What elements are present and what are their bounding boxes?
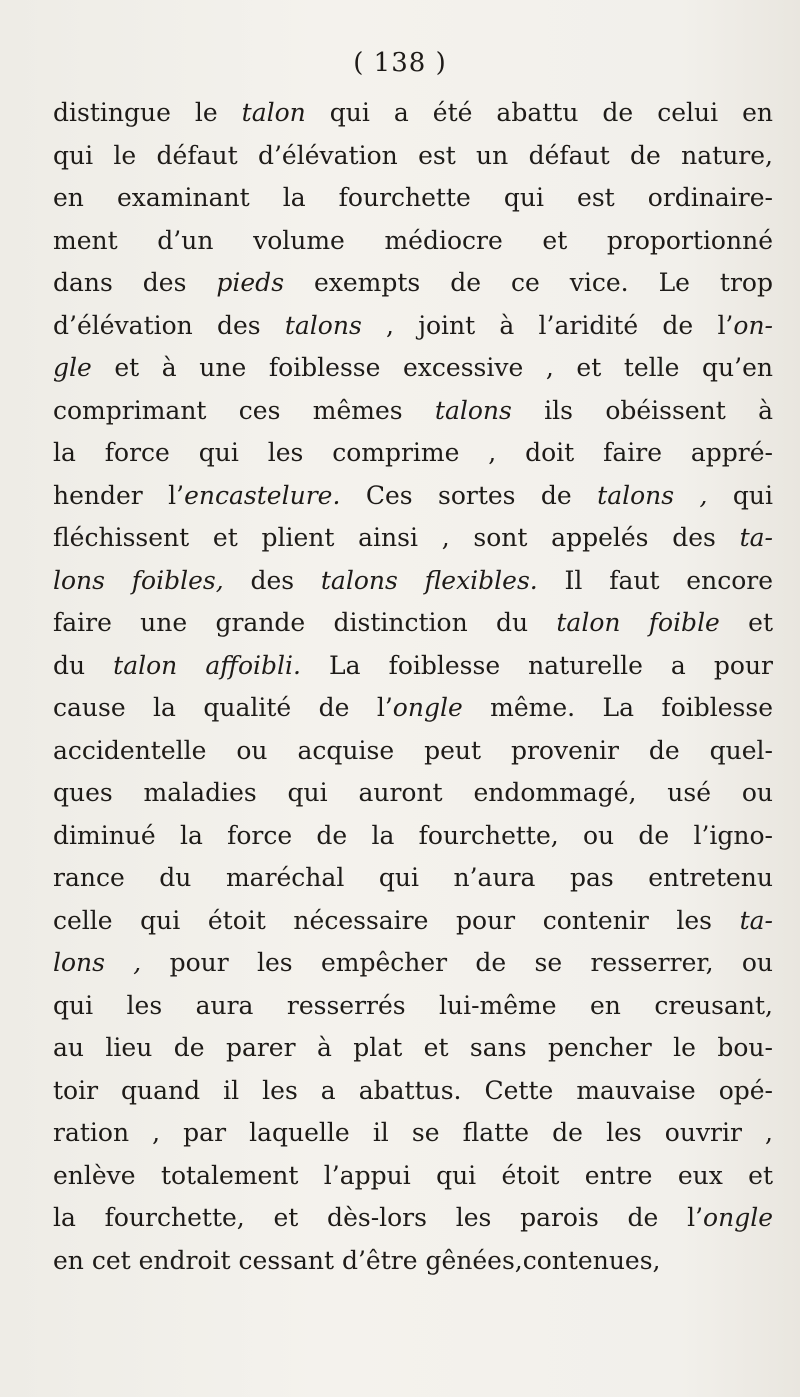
text-segment: enlève totalement l’appui qui étoit entre eux et [53, 1160, 773, 1190]
text-line [53, 730, 773, 773]
text-segment: , joint à l’aridité de l’ [361, 310, 734, 340]
text-segment: d’élévation des [53, 310, 285, 340]
text-line [53, 985, 773, 1028]
text-line [53, 475, 773, 518]
italic-term: encastelure. [184, 480, 341, 510]
text-segment: diminué la force de la fourchette, ou de l’igno- [53, 820, 773, 850]
text-line [53, 177, 773, 220]
text-segment: dans des [53, 268, 217, 297]
text-segment: en examinant la fourchette qui est ordinaire- [53, 183, 773, 212]
text-line [53, 645, 773, 688]
text-segment: qui le défaut d’élévation est un défaut de nature, [53, 140, 773, 170]
text-line [53, 815, 773, 858]
italic-term: talon foible [556, 608, 720, 637]
text-segment: au lieu de parer à plat et sans pencher le bou- [53, 1033, 773, 1062]
text-segment: faire une grande distinction du [53, 608, 557, 637]
body-text [53, 92, 773, 1282]
italic-term: lons , [53, 948, 142, 977]
text-segment: même. La foiblesse [462, 693, 774, 722]
text-line [53, 1027, 773, 1070]
text-line [53, 135, 773, 178]
text-segment: qui les aura resserrés lui-même en creusant, [53, 990, 773, 1020]
text-segment: ration , par laquelle il se flatte de les ouvrir , [53, 1118, 773, 1147]
text-line [53, 1197, 773, 1240]
text-segment: distingue le [53, 98, 242, 127]
italic-term: talons [284, 310, 362, 340]
italic-term: talon affoibli. [113, 650, 301, 680]
text-segment: Il faut encore [537, 565, 773, 595]
text-segment: accidentelle ou acquise peut provenir de quel- [53, 735, 773, 765]
italic-term: on- [733, 310, 773, 340]
text-line [53, 900, 773, 943]
page-number: ( 138 ) [353, 48, 447, 78]
text-line [53, 1240, 773, 1283]
text-line [53, 602, 773, 645]
text-line [53, 1070, 773, 1113]
text-line [53, 432, 773, 475]
text-line [53, 305, 773, 348]
text-line [53, 772, 773, 815]
text-segment: des [223, 565, 321, 595]
text-segment: ment d’un volume médiocre et proportionné [53, 225, 773, 255]
italic-term: talons [434, 395, 512, 425]
text-segment: pour les empêcher de se resserrer, ou [141, 948, 773, 977]
text-segment: qui [707, 480, 774, 510]
text-segment: celle qui étoit nécessaire pour contenir les [53, 905, 740, 935]
text-segment: du [53, 650, 114, 680]
text-segment: la force qui les comprime , doit faire appré- [53, 438, 773, 467]
text-segment: la fourchette, et dès-lors les parois de l’ [53, 1203, 704, 1232]
text-line [53, 347, 773, 390]
italic-term: ongle [392, 693, 463, 722]
text-segment: La foiblesse naturelle a pour [300, 650, 773, 680]
italic-term: lons foibles, [53, 565, 224, 595]
text-line [53, 390, 773, 433]
text-segment: et [719, 608, 773, 637]
italic-term: talons , [597, 480, 708, 510]
text-segment: rance du maréchal qui n’aura pas entretenu [53, 863, 773, 892]
text-line [53, 220, 773, 263]
text-line [53, 262, 773, 305]
text-segment: comprimant ces mêmes [53, 395, 435, 425]
text-line [53, 560, 773, 603]
text-line [53, 1155, 773, 1198]
text-segment: en cet endroit cessant d’être gênées,contenues, [53, 1245, 661, 1275]
text-line [53, 857, 773, 900]
italic-term: talons flexibles. [320, 565, 538, 595]
italic-term: gle [53, 353, 92, 382]
text-line [53, 517, 773, 560]
text-segment: ques maladies qui auront endommagé, usé ou [53, 778, 773, 807]
italic-term: ta- [739, 523, 773, 552]
italic-term: talon [241, 98, 306, 127]
text-segment: exempts de ce vice. Le trop [284, 268, 773, 297]
text-line [53, 942, 773, 985]
text-line [53, 92, 773, 135]
text-segment: et à une foiblesse excessive , et telle qu’en [91, 353, 773, 382]
italic-term: ta- [739, 905, 773, 935]
text-segment: ils obéissent à [511, 395, 773, 425]
text-segment: qui a été abattu de celui en [305, 98, 774, 127]
text-segment: toir quand il les a abattus. Cette mauvaise opé- [53, 1075, 773, 1105]
text-segment: cause la qualité de l’ [53, 693, 393, 722]
text-segment: hender l’ [53, 480, 185, 510]
text-line [53, 1112, 773, 1155]
italic-term: ongle [703, 1203, 773, 1232]
text-segment: fléchissent et plient ainsi , sont appelés des [53, 523, 740, 552]
text-line [53, 687, 773, 730]
italic-term: pieds [216, 268, 285, 297]
text-segment: Ces sortes de [340, 480, 598, 510]
